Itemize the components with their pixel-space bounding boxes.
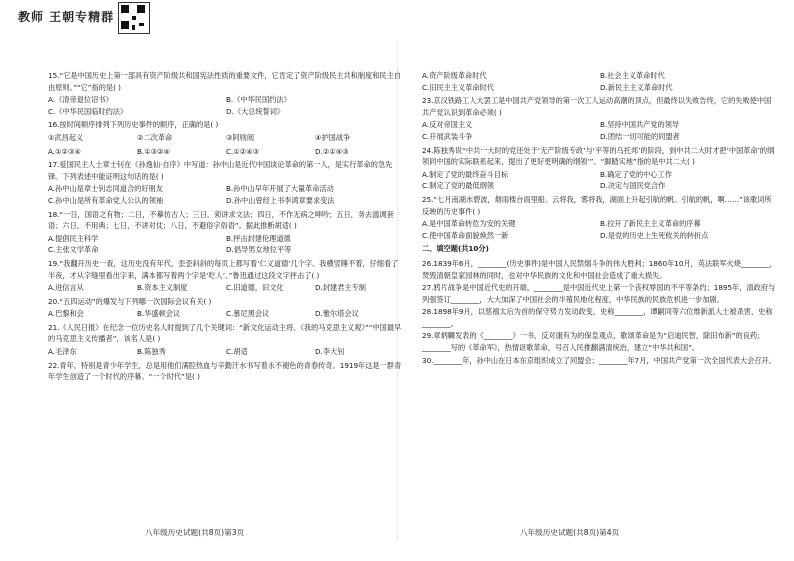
- answer-option: D.团结一切可能的同盟者: [600, 131, 680, 141]
- question-text: 18.“一日，国语之有物；二日，不摹仿古人；三日，须讲求文法；四日，不作无病之呻吟；五日，务去滥调套语；六日，不用典；七日，不讲对仗；八日，不避俗字俗语”。据此推断胡适( ): [48, 209, 394, 231]
- answer-option: ④护国战争: [315, 132, 351, 142]
- answer-option: C.①②④③: [226, 146, 260, 156]
- question-text: 25.“七月南湖水碧波，烟雨楼台雨里船。云将我，雾将我，湖面上升起引航的帆。引航的帆，啊……”该歌词所反映的历史事件( ): [422, 194, 772, 216]
- answer-option: D.《大总统誓词》: [226, 106, 285, 116]
- answer-option: B.资本主义制度: [137, 283, 188, 293]
- question-text: 17.爱国民主人士章士钊在《孙逸仙·自序》中写道：孙中山是近代中国谈论革命的第一人，是实行革命的急先锋。下列表述中能证明这句话的是( ): [48, 160, 393, 181]
- answer-option: A.巴黎和会: [48, 309, 84, 319]
- left-page-footer: 八年级历史试题(共8页)第3页: [145, 528, 245, 537]
- answer-option: D.李大钊: [315, 347, 345, 357]
- answer-option: D.封建君主专制: [315, 283, 366, 293]
- answer-option: ①武昌起义: [48, 132, 84, 142]
- answer-option: ②二次革命: [137, 132, 173, 142]
- answer-option: A.资产阶级革命时代: [422, 71, 487, 80]
- answer-option: A.孙中山是章士钊志同道合的好朋友: [48, 184, 163, 194]
- answer-option: D.雅尔塔会议: [315, 309, 359, 319]
- answer-option: D.孙中山曾经上书李鸿章要求变法: [226, 195, 335, 205]
- answer-option: C.开展武装斗争: [422, 131, 473, 141]
- question-text: 19.“我翻开历史一查，这历史没有年代，歪歪斜斜的每页上都写着‘仁义道德’几个字。我横竖睡不着，仔细看了半夜，才从字缝里看出字来，满本都写着两个字是‘吃人’。”鲁迅通过这段文字抨击了( ): [48, 258, 399, 280]
- answer-option: B.《中华民国约法》: [226, 95, 291, 105]
- answer-option: D.倡导男女地位平等: [226, 245, 292, 255]
- question-text: 23.京汉铁路工人大罢工是中国共产党领导的第一次工人运动高潮的顶点，但最终以失败告终，它的失败使中国共产党认识到革命必须( ): [422, 96, 772, 117]
- answer-option: C.旧道德，旧文化: [226, 283, 284, 293]
- answer-options: [48, 146, 404, 158]
- answer-option: C.慕尼黑会议: [226, 309, 270, 319]
- answer-option: D.决定与国民党合作: [600, 181, 666, 191]
- answer-option: ③阿则阅: [226, 132, 255, 142]
- question-text: 16.按时间顺序排列下列历史事件的顺序，正确的是( ): [48, 120, 219, 130]
- page-header: [0, 0, 794, 40]
- answer-options: [48, 132, 404, 144]
- question-text: 28.1898年9月，以慈禧太后为首的保守势力发动政变，史称________，谭嗣同等六位维新派人士被杀害，史称________。: [422, 307, 773, 328]
- question-text: 22.青年，特别是青少年学生，总是用他们满腔热血与辛勤汗水书写着永不褪色的青春传奇。1919年这是一群青年学生创造了一个时代的序幕。“一个时代”是( ): [48, 360, 402, 382]
- question-text: 26.1839年6月，________(历史事件)是中国人民禁烟斗争的伟大胜利；1860年10月，英法联军火烧________，焚毁清朝皇家园林的同时，也对中华民族的文化和中国社会造成了重大损失。: [422, 258, 777, 280]
- answer-option: D.是党的历史上生死攸关的转折点: [600, 230, 709, 240]
- answer-option: B.拉开了新民主主义革命的序幕: [600, 219, 701, 229]
- answer-option: C.旧民主主义革命时代: [422, 82, 494, 92]
- answer-option: A.《清帝退位诏书》: [48, 95, 113, 105]
- question-text: 20.“五四运动”的爆发与下列哪一次国际会议有关( ): [48, 296, 212, 306]
- answer-options: [48, 233, 404, 256]
- answer-option: B.孙中山早年开展了大量革命活动: [226, 184, 334, 194]
- question-text: 21.《人民日报》在纪念一位历史名人时提到了几个关键词：“新文化运动主将、《我的马克思主义观》”“中国最早的马克思主义传播者”，该名人是( ): [48, 322, 402, 344]
- answer-option: A.制定了党的最终奋斗目标: [422, 169, 509, 179]
- answer-option: A.进信言从: [48, 283, 84, 293]
- left-exam-page: [48, 70, 404, 528]
- answer-option: C.孙中山是所有革命党人公认的领袖: [48, 195, 164, 205]
- answer-option: A.①②③④: [48, 146, 81, 156]
- brand-text: 教师 王朝专精群: [18, 10, 115, 24]
- question-text: 30.________年，孙中山在日本东京组织成立了同盟会；________年7月，中国共产党第一次全国代表大会召开。: [422, 355, 776, 365]
- qr-code-icon: [118, 2, 150, 34]
- answer-option: B.社会主义革命时代: [600, 71, 665, 80]
- question-text: 24.陈独秀说“中共一大时的党还处于‘无产阶级专政’与‘平等的乌托邦’的阶段，到中共二大时才把‘中国革命’的纲领同中国的实际联系起来，提出了更好更明确的纲领’”。“脚踏实地”指的是中共二大( ): [422, 145, 775, 167]
- answer-options: [48, 183, 404, 206]
- answer-option: A.提倡民主科学: [48, 233, 99, 243]
- answer-option: C.胡适: [226, 347, 248, 357]
- answer-option: D.新民主主义革命时代: [600, 82, 673, 92]
- answer-options: [422, 169, 778, 192]
- question-text: 29.章炳麟发表的《________》一书，反对康有为的保皇观点，歌颂革命是为“启迪民智，除旧布新”的良药；________写的《革命军》，热情讴歌革命，号召人民推翻满清统治，建立“中华共和国”。: [422, 331, 765, 353]
- right-page-footer: 八年级历史试题(共8页)第4页: [520, 528, 620, 537]
- answer-options: [48, 282, 404, 294]
- answer-options: [48, 346, 404, 358]
- answer-option: B.抨击封建伦理道德: [226, 233, 291, 243]
- question-text: 15.“它是中国历史上第一部具有资产阶级共和国宪法性质的重要文件，它肯定了资产阶级民主共和制度和民主自由原则。”“它”指的是( ): [48, 71, 401, 92]
- answer-option: C.制定了党的最低纲领: [422, 181, 494, 191]
- answer-option: B.坚持中国共产党的领导: [600, 120, 680, 130]
- answer-options: [422, 70, 778, 93]
- answer-option: D.②①④③: [315, 146, 349, 156]
- answer-options: [422, 218, 778, 241]
- question-text: 27.鸦片战争是中国近代史的开端，________是中国近代史上第一个丧权辱国的不平等条约；1895年，清政府与列强签订________，大大加深了中国社会的半殖民地化程度，中华民族的民族危机进一步加剧。: [422, 283, 776, 304]
- answer-option: C.《中华民国临时约法》: [48, 106, 128, 116]
- right-exam-page: [422, 70, 778, 528]
- answer-option: B.陈独秀: [137, 347, 166, 357]
- section-heading: 二、填空题(共10分): [422, 244, 489, 254]
- answer-options: [48, 308, 404, 320]
- answer-option: B.①③②④: [137, 146, 170, 156]
- answer-option: B.确定了党的中心工作: [600, 169, 672, 179]
- answer-option: A.反对帝国主义: [422, 120, 473, 130]
- answer-options: [48, 94, 404, 117]
- answer-option: B.华盛顿会议: [137, 309, 181, 319]
- answer-option: A.毛泽东: [48, 347, 77, 357]
- answer-options: [422, 119, 778, 142]
- answer-option: C.使中国革命面貌焕然一新: [422, 230, 509, 240]
- answer-option: C.主张文学革命: [48, 245, 99, 255]
- answer-option: A.是中国革命转危为安的关键: [422, 219, 516, 229]
